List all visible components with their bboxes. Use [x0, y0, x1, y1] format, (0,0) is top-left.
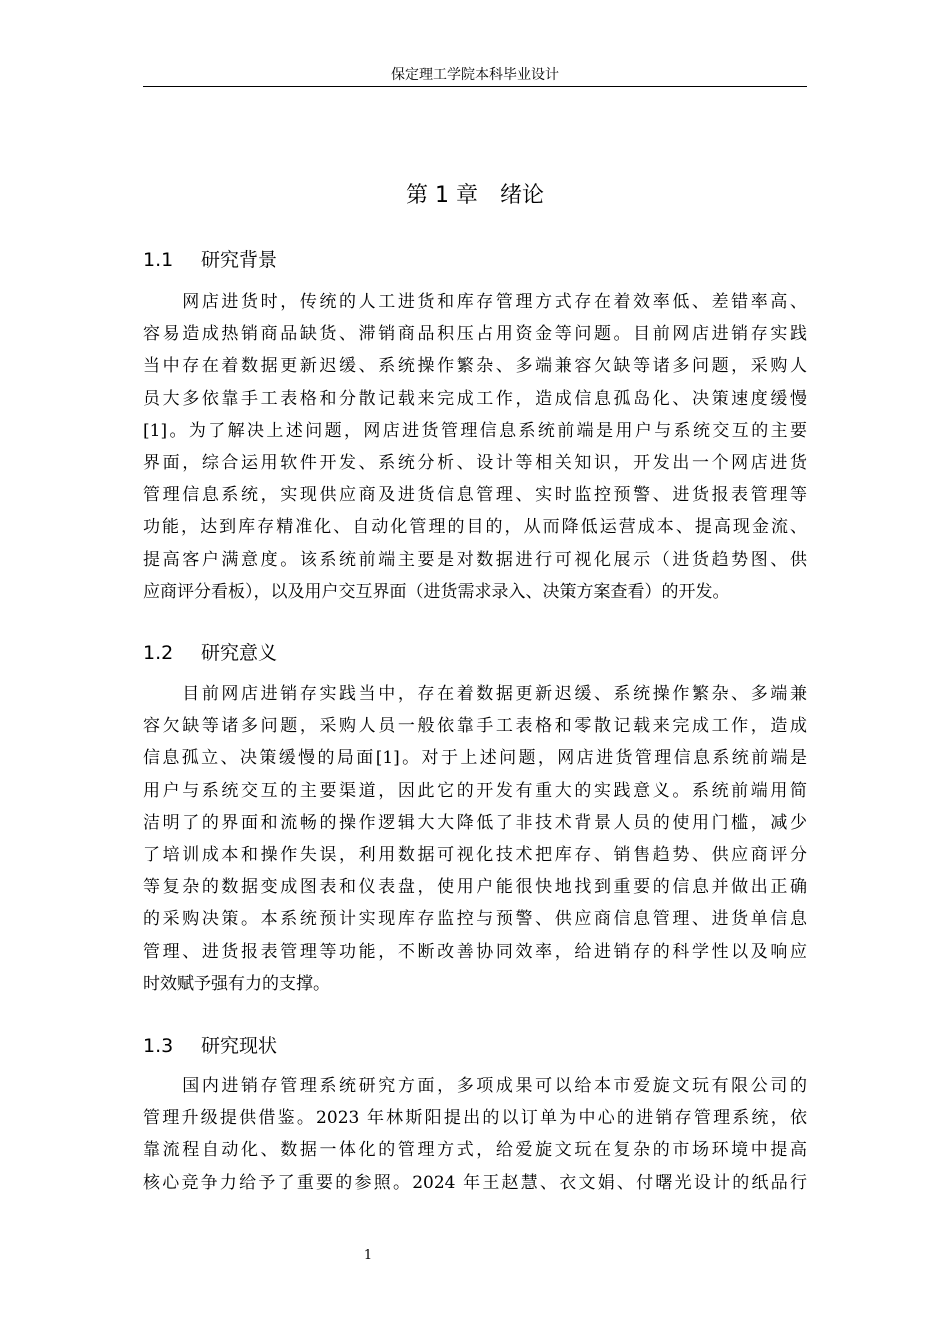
section-heading-1-2: [143, 639, 277, 667]
paragraph-line: 的采购决策。本系统预计实现库存监控与预警、供应商信息管理、进货单信息: [143, 909, 807, 930]
paragraph-research-status: [143, 1070, 807, 1199]
paragraph-line: 管理信息系统，实现供应商及进货信息管理、实时监控预警、进货报表管理等: [143, 485, 807, 506]
paragraph-research-significance: [143, 678, 807, 1000]
section-number: 1.3: [143, 1035, 174, 1057]
paragraph-line: 提高客户满意度。该系统前端主要是对数据进行可视化展示（进货趋势图、供: [143, 549, 807, 570]
paragraph-line: 容欠缺等诸多问题，采购人员一般依靠手工表格和零散记载来完成工作，造成: [143, 716, 807, 737]
section-number: 1.2: [143, 642, 174, 664]
section-number: 1.1: [143, 249, 174, 271]
running-header: 保定理工学院本科毕业设计: [391, 67, 559, 83]
paragraph-line: 管理、进货报表管理等功能，不断改善协同效率，给进销存的科学性以及响应: [143, 941, 807, 962]
paragraph-line: 时效赋予强有力的支撑。: [143, 973, 330, 994]
section-heading-1-3: [143, 1032, 277, 1060]
section-title: 研究背景: [201, 249, 278, 271]
section-title: 研究现状: [201, 1035, 278, 1057]
paragraph-line: 国内进销存管理系统研究方面，多项成果可以给本市爱旋文玩有限公司的: [143, 1076, 807, 1096]
paragraph-line: 网店进货时，传统的人工进货和库存管理方式存在着效率低、差错率高、: [143, 292, 807, 312]
section-title: 研究意义: [201, 642, 278, 664]
paragraph-line: 目前网店进销存实践当中，存在着数据更新迟缓、系统操作繁杂、多端兼: [143, 684, 807, 704]
paragraph-line: [1]。为了解决上述问题，网店进货管理信息系统前端是用户与系统交互的主要: [143, 420, 807, 441]
paragraph-line: 信息孤立、决策缓慢的局面[1]。对于上述问题，网店进货管理信息系统前端是: [143, 748, 807, 769]
paragraph-line: 员大多依靠手工表格和分散记载来完成工作，造成信息孤岛化、决策速度缓慢: [143, 388, 807, 409]
paragraph-line: 等复杂的数据变成图表和仪表盘，使用户能很快地找到重要的信息并做出正确: [143, 877, 807, 898]
paragraph-line: 核心竞争力给予了重要的参照。2024 年王赵慧、衣文娟、付曙光设计的纸品行: [143, 1172, 807, 1193]
paragraph-line: 了培训成本和操作失误，利用数据可视化技术把库存、销售趋势、供应商评分: [143, 844, 807, 865]
paragraph-line: 容易造成热销商品缺货、滞销商品积压占用资金等问题。目前网店进销存实践: [143, 324, 807, 345]
paragraph-research-background: [143, 286, 807, 608]
header-rule: [143, 86, 807, 87]
paragraph-line: 功能，达到库存精准化、自动化管理的目的，从而降低运营成本、提高现金流、: [143, 517, 807, 538]
section-heading-1-1: [143, 246, 277, 274]
paragraph-line: 界面，综合运用软件开发、系统分析、设计等相关知识，开发出一个网店进货: [143, 452, 807, 473]
chapter-title: 第 1 章 绪论: [406, 183, 544, 208]
page-number: 1: [363, 1248, 373, 1263]
paragraph-line: 靠流程自动化、数据一体化的管理方式，给爱旋文玩在复杂的市场环境中提高: [143, 1140, 807, 1161]
paragraph-line: 应商评分看板），以及用户交互界面（进货需求录入、决策方案查看）的开发。: [143, 581, 730, 602]
paragraph-line: 管理升级提供借鉴。2023 年林斯阳提出的以订单为中心的进销存管理系统，依: [143, 1108, 807, 1129]
paragraph-line: 洁明了的界面和流畅的操作逻辑大大降低了非技术背景人员的使用门槛，减少: [143, 812, 807, 833]
paragraph-line: 用户与系统交互的主要渠道，因此它的开发有重大的实践意义。系统前端用简: [143, 780, 807, 801]
paragraph-line: 当中存在着数据更新迟缓、系统操作繁杂、多端兼容欠缺等诸多问题，采购人: [143, 356, 807, 377]
